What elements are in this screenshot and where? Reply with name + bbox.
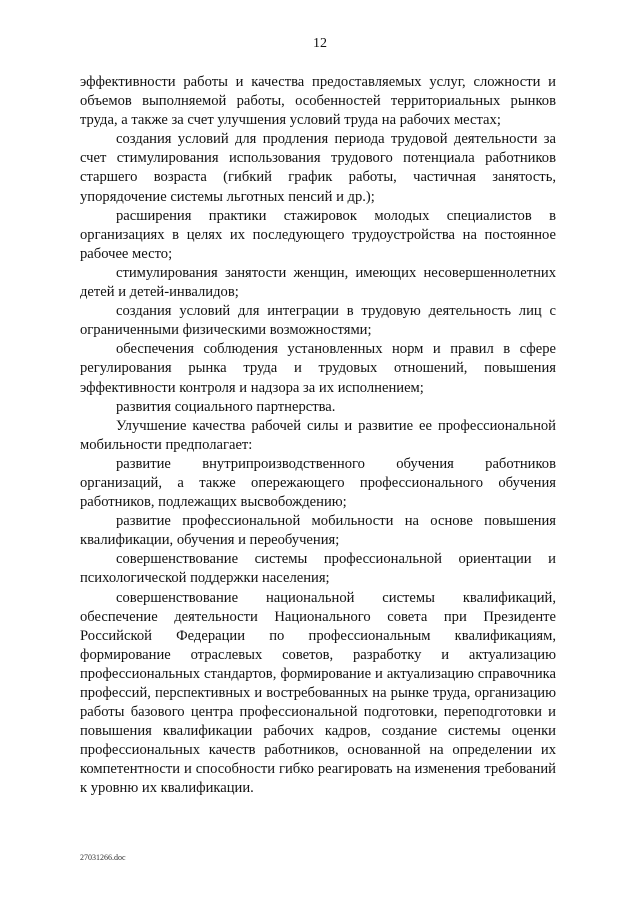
- paragraph: совершенствование национальной системы квалификаций, обеспечение деятельности Национального совета при Президенте Российской Федерации по профессиональным квалификациям, формирование отраслевых советов, разработку и актуализацию профессиональных стандартов, формирование и актуализацию справочника профессий, перспективных и востребованных на рынке труда, организацию работы базового центра профессиональной подготовки, переподготовки и повышения квалификации рабочих кадров, создание системы оценки профессиональных качеств работников, основанной на определении их компетентности и способности гибко реагировать на изменения требований к уровню их квалификации.: [80, 589, 556, 797]
- paragraph: развитие внутрипроизводственного обучения работников организаций, а также опережающего профессионального обучения работников, подлежащих высвобождению;: [80, 455, 556, 511]
- page-number: 12: [313, 36, 327, 51]
- paragraph: совершенствование системы профессиональной ориентации и психологической поддержки населения;: [80, 551, 556, 587]
- paragraph: создания условий для интеграции в трудовую деятельность лиц с ограниченными физическими возможностями;: [80, 303, 556, 339]
- paragraph: развития социального партнерства.: [116, 398, 336, 415]
- document-body: [80, 73, 556, 799]
- paragraph: обеспечения соблюдения установленных норм и правил в сфере регулирования рынка труда и трудовых отношений, повышения эффективности контроля и надзора за их исполнением;: [80, 341, 556, 396]
- paragraph: Улучшение качества рабочей силы и развитие ее профессиональной мобильности предполагает:: [80, 417, 556, 453]
- paragraph: создания условий для продления периода трудовой деятельности за счет стимулирования использования трудового потенциала работников старшего возраста (гибкий график работы, частичная занятость, упорядочение системы льготных пенсий и др.);: [80, 131, 556, 205]
- document-filename: 27031266.doc: [80, 853, 126, 862]
- paragraph: расширения практики стажировок молодых специалистов в организациях в целях их последующего трудоустройства на постоянное рабочее место;: [80, 207, 556, 262]
- paragraph: стимулирования занятости женщин, имеющих несовершеннолетних детей и детей-инвалидов;: [80, 264, 556, 301]
- paragraph: эффективности работы и качества предоставляемых услуг, сложности и объемов выполняемой работы, особенностей территориальных рынков труда, а также за счет улучшения условий труда на рабочих местах;: [80, 74, 556, 129]
- paragraph: развитие профессиональной мобильности на основе повышения квалификации, обучения и переобучения;: [80, 513, 556, 549]
